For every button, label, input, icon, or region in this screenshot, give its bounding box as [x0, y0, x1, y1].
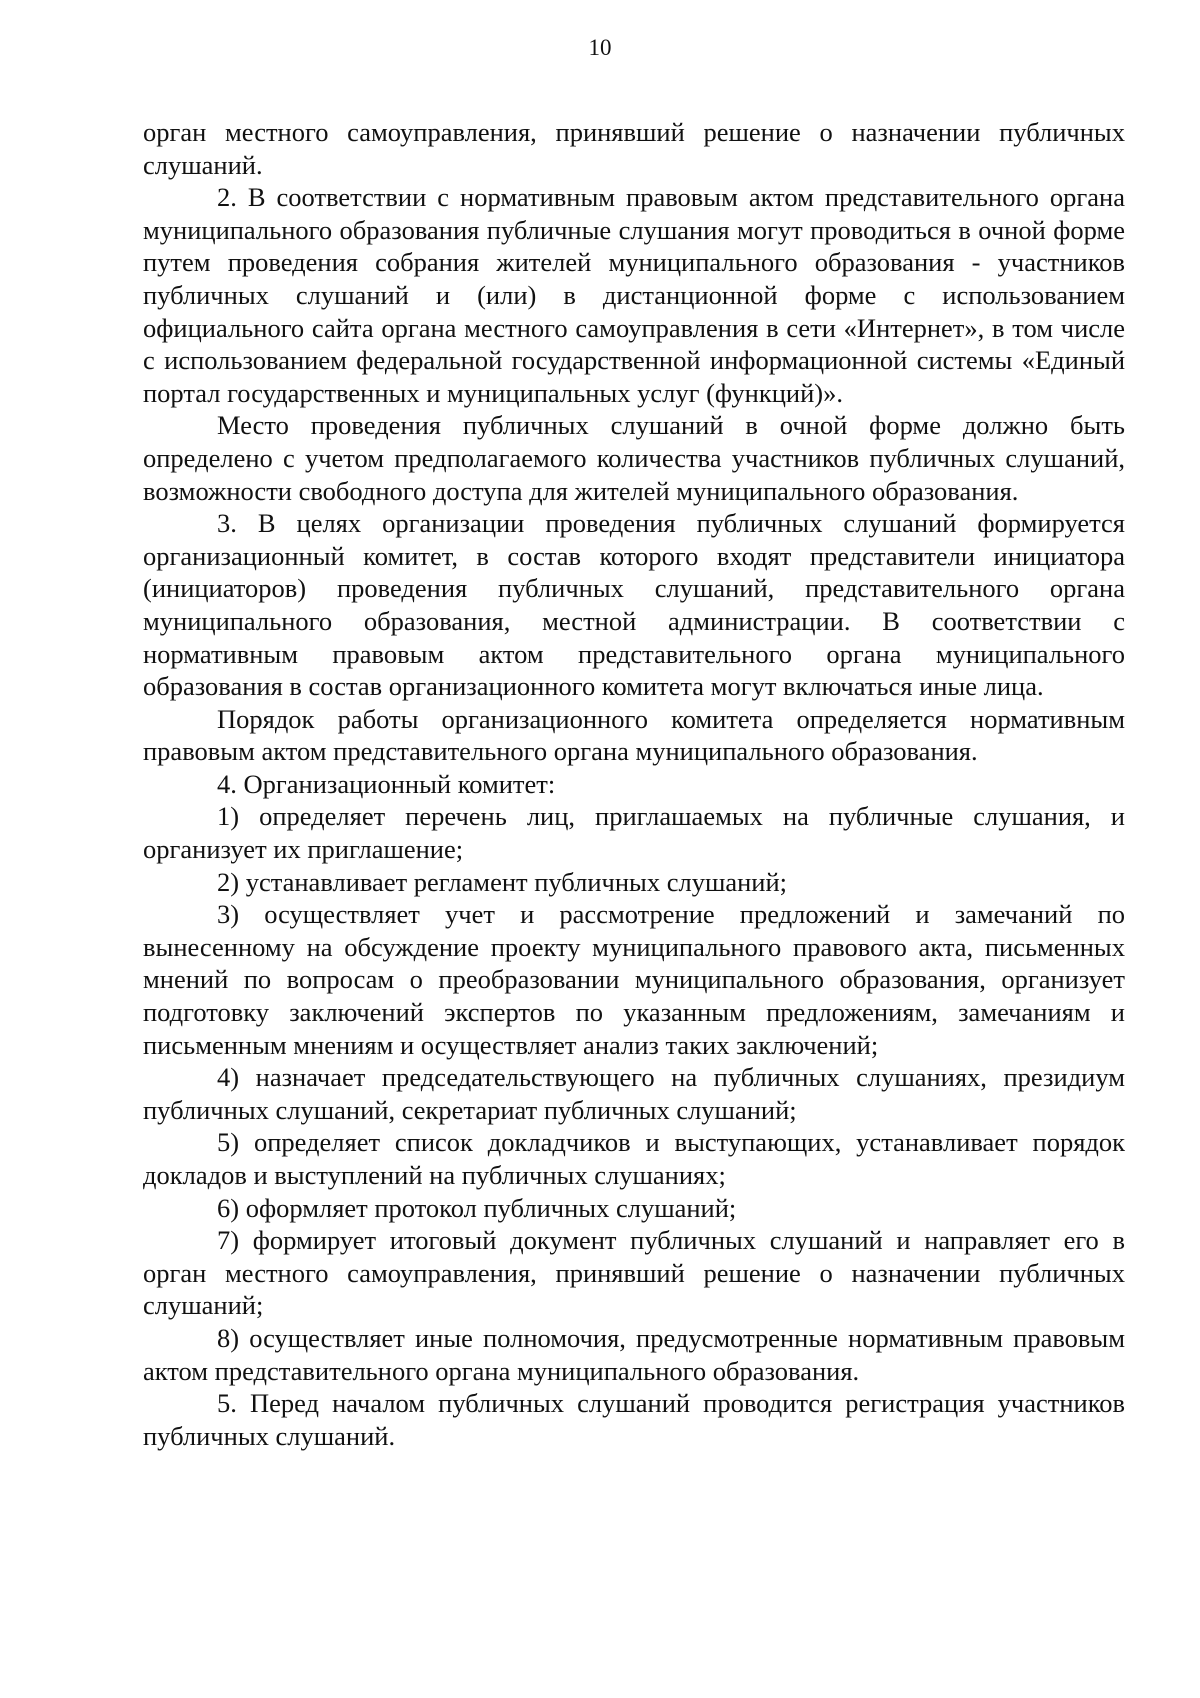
list-item-5: 5) определяет список докладчиков и выступающих, устанавливает порядок докладов и выступлений на публичных слушаниях;	[143, 1127, 1125, 1190]
page-number: 10	[588, 35, 612, 60]
paragraph-item-3: 3. В целях организации проведения публичных слушаний формируется организационный комитет, в состав которого входят представители инициатора (инициаторов) проведения публичных слушаний, представительного органа муниципального образования, местной администрации. В соответствии с нормативным правовым актом представительного органа муниципального образования в состав организационного комитета могут включаться иные лица.	[143, 508, 1125, 702]
list-item-2: 2) устанавливает регламент публичных слушаний;	[217, 866, 788, 897]
document-body	[143, 116, 1125, 1452]
list-item-7: 7) формирует итоговый документ публичных слушаний и направляет его в орган местного самоуправления, принявший решение о назначении публичных слушаний;	[143, 1225, 1125, 1321]
paragraph-committee-procedure: Порядок работы организационного комитета определяется нормативным правовым актом представительного органа муниципального образования.	[143, 703, 1125, 767]
list-item-1: 1) определяет перечень лиц, приглашаемых на публичные слушания, и организует их приглашение;	[143, 801, 1125, 865]
paragraph-item-4: 4. Организационный комитет:	[217, 768, 556, 799]
paragraph-item-2: 2. В соответствии с нормативным правовым актом представительного органа муниципального образования публичные слушания могут проводиться в очной форме путем проведения собрания жителей муниципального образования - участников публичных слушаний и (или) в дистанционной форме с использованием официального сайта органа местного самоуправления в сети «Интернет», в том числе с использованием федеральной государственной информационной системы «Единый портал государственных и муниципальных услуг (функций)».	[143, 182, 1125, 408]
list-item-4: 4) назначает председательствующего на публичных слушаниях, президиум публичных слушаний, секретариат публичных слушаний;	[143, 1062, 1125, 1125]
list-item-8: 8) осуществляет иные полномочия, предусмотренные нормативным правовым актом представительного органа муниципального образования.	[143, 1322, 1125, 1386]
paragraph-continuation: орган местного самоуправления, принявший решение о назначении публичных слушаний.	[143, 117, 1125, 180]
list-item-6: 6) оформляет протокол публичных слушаний;	[217, 1192, 737, 1223]
paragraph-item-5: 5. Перед началом публичных слушаний проводится регистрация участников публичных слушаний.	[143, 1388, 1125, 1451]
list-item-3: 3) осуществляет учет и рассмотрение предложений и замечаний по вынесенному на обсуждение проекту муниципального правового акта, письменных мнений по вопросам о преобразовании муниципального образования, организует подготовку заключений экспертов по указанным предложениям, замечаниям и письменным мнениям и осуществляет анализ таких заключений;	[143, 899, 1125, 1060]
paragraph-venue: Место проведения публичных слушаний в очной форме должно быть определено с учетом предполагаемого количества участников публичных слушаний, возможности свободного доступа для жителей муниципального образования.	[143, 410, 1125, 506]
